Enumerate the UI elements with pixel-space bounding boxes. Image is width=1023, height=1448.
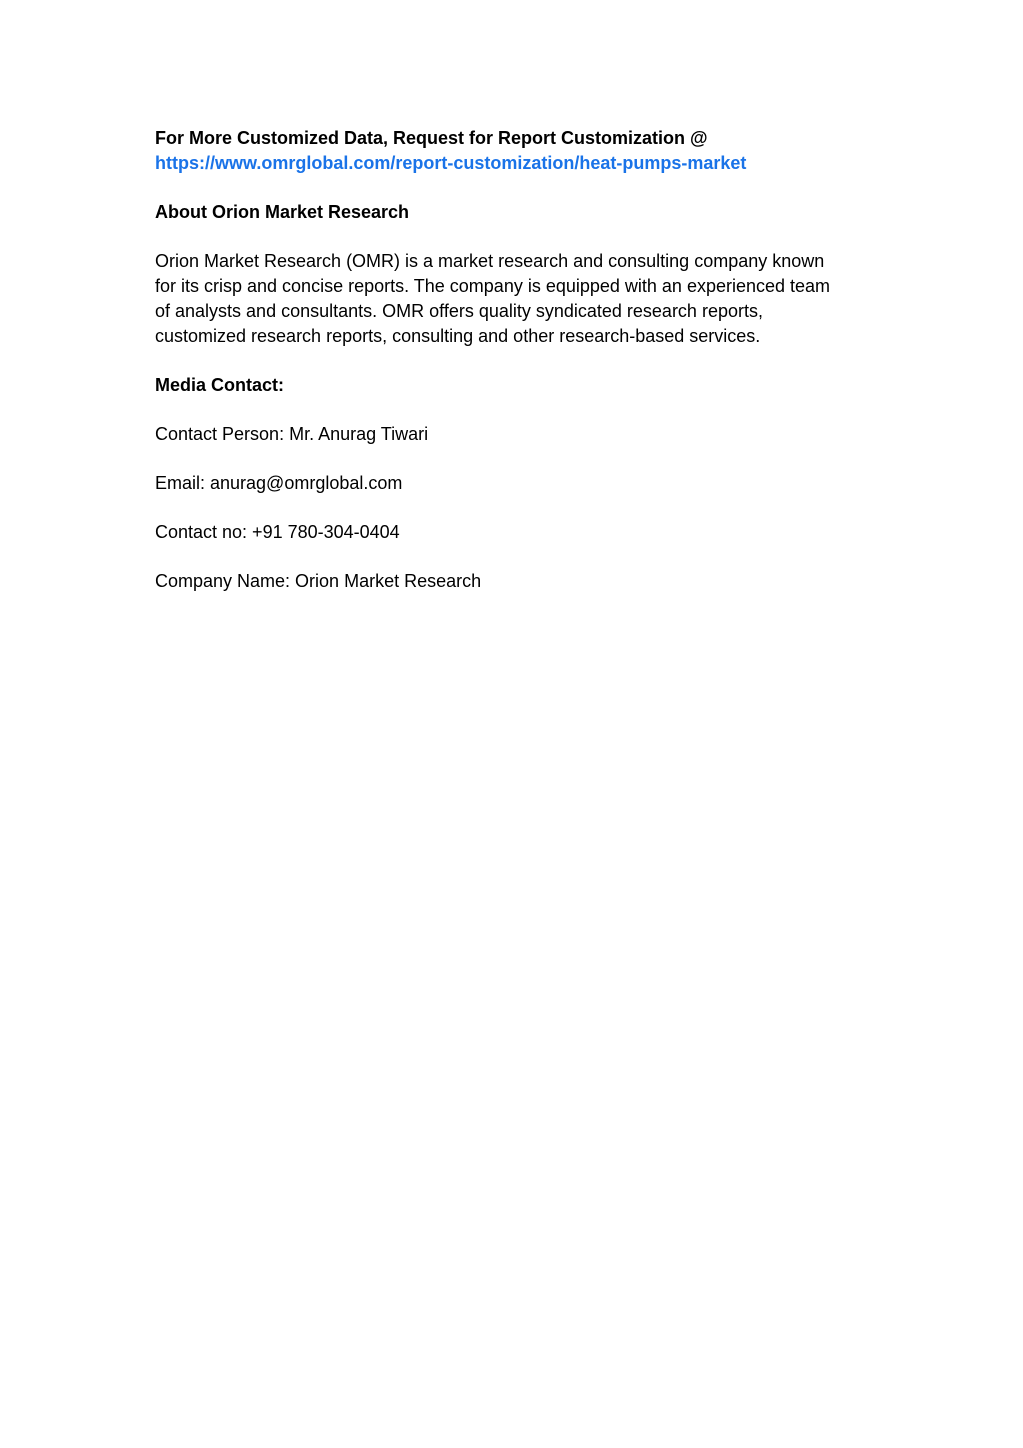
about-heading: About Orion Market Research bbox=[155, 202, 410, 222]
about-line-4: customized research reports, consulting and other research-based services. bbox=[155, 326, 761, 346]
document-page bbox=[155, 126, 875, 618]
company-name: Company Name: Orion Market Research bbox=[155, 571, 482, 591]
customization-link[interactable]: https://www.omrglobal.com/report-customization/heat-pumps-market bbox=[155, 153, 747, 173]
customization-heading: For More Customized Data, Request for Report Customization @ bbox=[155, 128, 708, 148]
about-line-3: of analysts and consultants. OMR offers quality syndicated research reports, bbox=[155, 301, 763, 321]
contact-number: Contact no: +91 780-304-0404 bbox=[155, 522, 400, 542]
media-contact-heading: Media Contact: bbox=[155, 375, 285, 395]
about-line-2: for its crisp and concise reports. The company is equipped with an experienced team bbox=[155, 276, 831, 296]
about-paragraph bbox=[155, 249, 875, 349]
about-line-1: Orion Market Research (OMR) is a market research and consulting company known bbox=[155, 251, 825, 271]
contact-email: Email: anurag@omrglobal.com bbox=[155, 473, 403, 493]
contact-person: Contact Person: Mr. Anurag Tiwari bbox=[155, 424, 429, 444]
customization-section bbox=[155, 126, 875, 176]
